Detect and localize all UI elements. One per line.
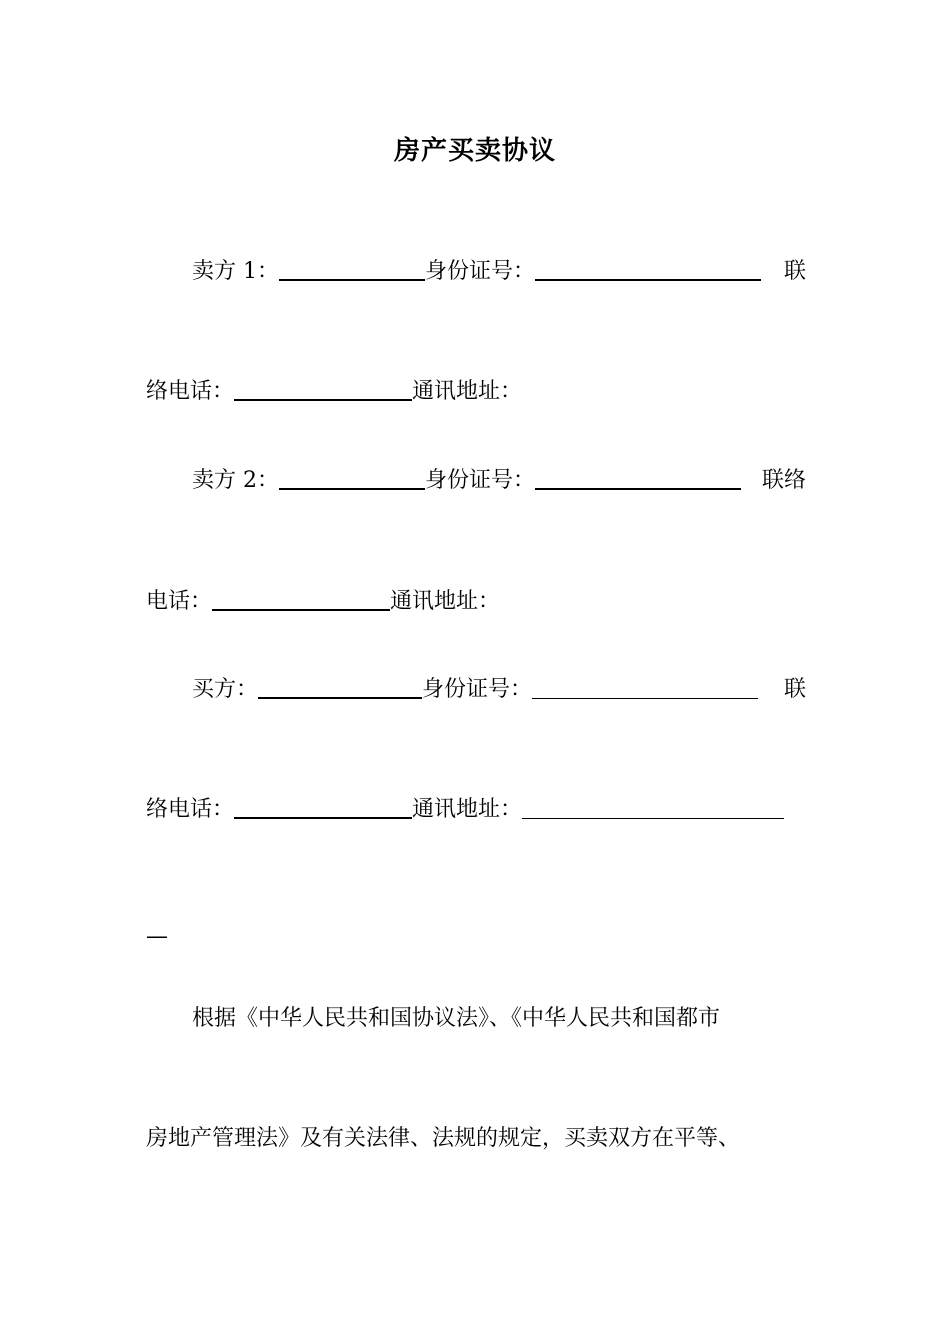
seller2-address-label: 通讯地址： — [390, 589, 501, 614]
seller1-address-label: 通讯地址： — [412, 379, 523, 404]
buyer-contact-line — [146, 795, 806, 825]
buyer-contact-head: 联 — [783, 677, 806, 702]
buyer-address-label: 通讯地址： — [412, 797, 523, 822]
seller2-contact-head: 联络 — [761, 468, 806, 493]
seller2-label: 卖方 2： — [192, 468, 279, 493]
seller1-label: 卖方 1： — [192, 259, 279, 284]
paragraph-line-1: 根据《中华人民共和国协议法》、《中华人民共和国都市 — [192, 1006, 721, 1031]
buyer-phone-blank[interactable] — [234, 817, 412, 819]
paragraph-line-2: 房地产管理法》及有关法律、法规的规定，买卖双方在平等、 — [146, 1126, 741, 1151]
seller1-id-blank[interactable] — [535, 279, 761, 281]
buyer-label: 买方： — [192, 677, 259, 702]
seller2-contact-line — [146, 587, 806, 617]
buyer-address-blank[interactable] — [522, 818, 784, 819]
seller1-phone-blank[interactable] — [234, 399, 412, 401]
buyer-overflow-mark: — — [146, 924, 168, 949]
seller1-contact-line — [146, 377, 806, 407]
seller2-name-blank[interactable] — [279, 488, 425, 490]
buyer-id-label: 身份证号： — [422, 677, 533, 702]
buyer-line — [146, 675, 806, 705]
seller2-id-blank[interactable] — [535, 488, 741, 490]
seller2-contact-tail: 电话： — [146, 589, 213, 614]
buyer-contact-tail: 络电话： — [146, 797, 235, 822]
seller1-line — [146, 257, 806, 287]
seller2-line — [146, 466, 806, 496]
buyer-name-blank[interactable] — [258, 697, 422, 699]
buyer-id-blank[interactable] — [532, 698, 758, 699]
document-title: 房产买卖协议 — [393, 136, 556, 166]
buyer-address-overflow — [146, 922, 806, 952]
seller1-name-blank[interactable] — [279, 279, 425, 281]
seller1-contact-tail: 络电话： — [146, 379, 235, 404]
seller2-phone-blank[interactable] — [212, 609, 390, 611]
seller2-id-label: 身份证号： — [425, 468, 536, 493]
seller1-contact-head: 联 — [783, 259, 806, 284]
seller1-id-label: 身份证号： — [425, 259, 536, 284]
